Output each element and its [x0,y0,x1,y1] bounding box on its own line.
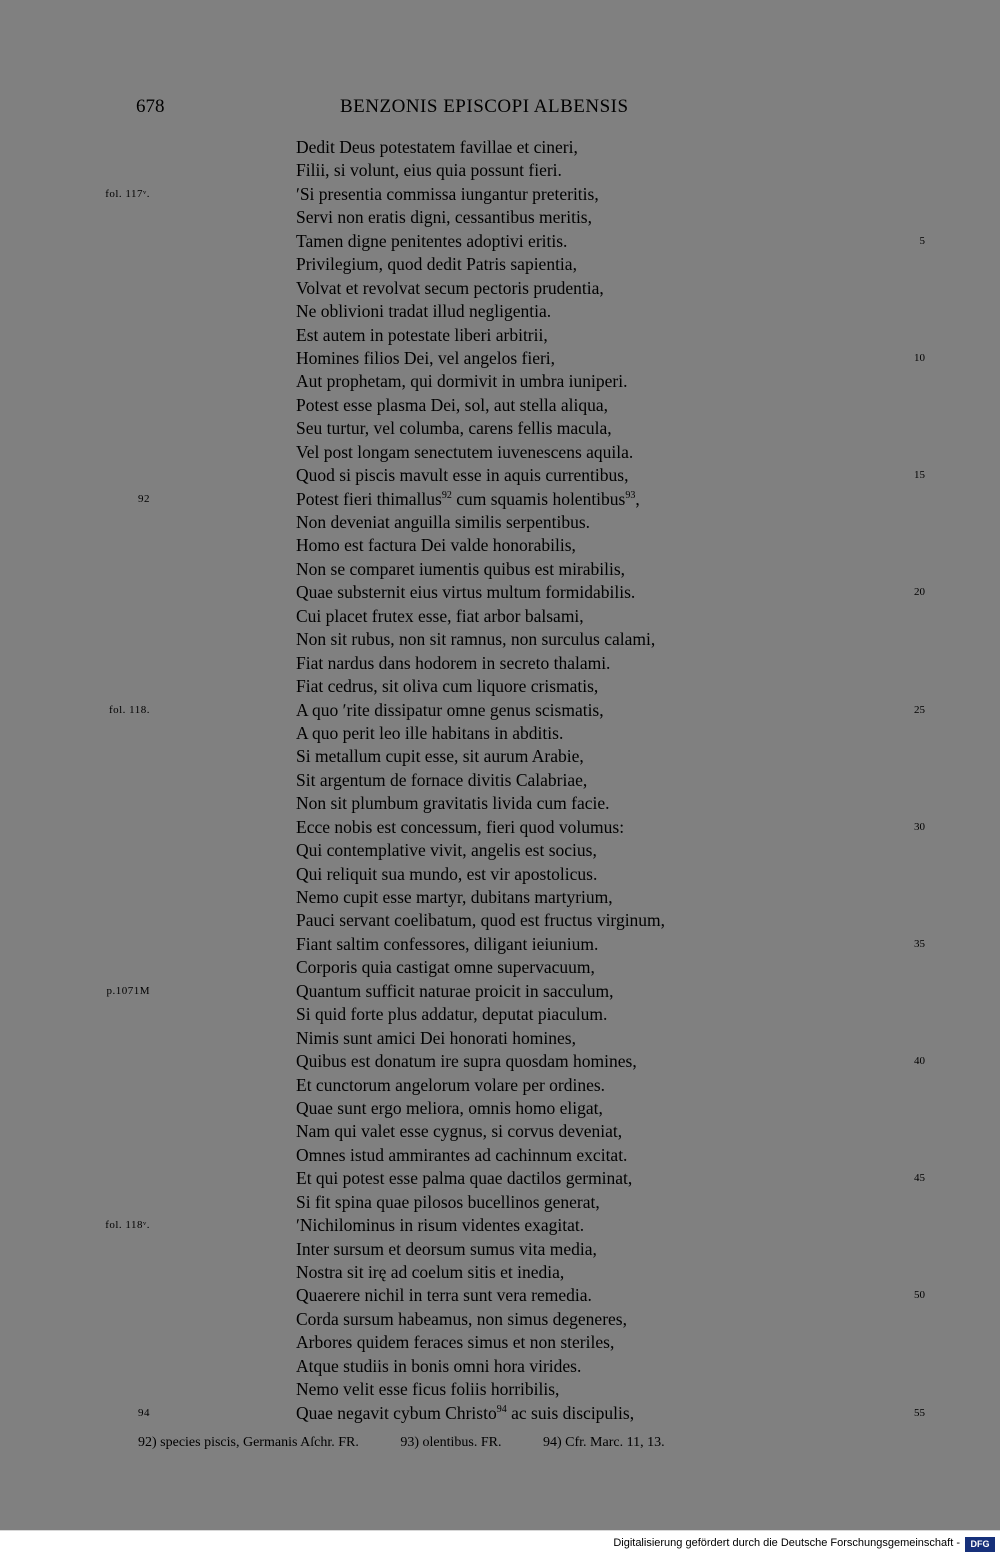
verse-segment: Inter sursum et deorsum sumus vita media, [296,1238,597,1259]
verse-line [0,277,1000,300]
verse-line [0,699,1000,722]
verse-line [0,652,1000,675]
verse-segment: ʹSi presentia commissa iungantur preteritis, [296,183,599,204]
verse-line [0,933,1000,956]
dfg-logo-icon[interactable]: DFG [965,1537,995,1552]
verse-text [296,277,604,300]
verse-text [296,1144,627,1167]
verse-segment: Potest esse plasma Dei, sol, aut stella aliqua, [296,394,609,415]
margin-note: p.1071M [106,984,150,997]
verse-text [296,956,595,979]
verse-segment: Non deveniat anguilla similis serpentibus. [296,512,591,532]
verse-text [296,1402,634,1425]
verse-segment: Nemo cupit esse martyr, dubitans martyrium, [296,887,613,907]
verse-text [296,253,577,276]
verse-segment: Et cunctorum angelorum volare per ordines. [296,1074,606,1095]
verse-segment: Ecce nobis est concessum, fieri quod volumus: [296,816,625,837]
verse-text [296,1167,632,1190]
verse-line [0,605,1000,628]
verse-segment: Nam qui valet esse cygnus, si corvus deveniat, [296,1121,623,1142]
verse-text [296,699,604,722]
verse-line [0,1191,1000,1214]
verse-segment: Dedit Deus potestatem favillae et cineri, [296,137,578,157]
verse-line [0,300,1000,323]
line-number: 5 [919,234,925,247]
verse-text [296,183,599,206]
page-number: 678 [136,96,165,117]
verse-segment: Si metallum cupit esse, sit aurum Arabie, [296,746,584,767]
footnote: 93) olentibus. FR. [400,1435,502,1450]
verse-text [296,370,627,393]
verse-text [296,863,597,886]
verse-segment: Seu turtur, vel columba, carens fellis macula, [296,418,612,439]
verse-line [0,745,1000,768]
verse-text [296,792,609,815]
verse-segment: Homo est factura Dei valde honorabilis, [296,535,576,556]
verse-text [296,464,628,487]
verse-line [0,464,1000,487]
verse-segment: Nostra sit irę ad coelum sitis et inedia, [296,1262,565,1282]
running-head: BENZONIS EPISCOPI ALBENSIS [340,96,629,117]
verse-line [0,863,1000,886]
verse-line [0,1074,1000,1097]
verse-text [296,675,598,698]
verse-segment: Quaerere nichil in terra sunt vera remedia. [296,1285,592,1306]
verse-line [0,1402,1000,1425]
verse-segment: Fiat nardus dans hodorem in secreto thalami. [296,652,611,673]
verse-segment: Fiat cedrus, sit oliva cum liquore crismatis, [296,676,599,697]
verse-text [296,1214,584,1237]
line-number: 50 [914,1289,925,1302]
verse-text [296,1331,614,1354]
verse-segment: Quae sunt ergo meliora, omnis homo eligat, [296,1097,603,1118]
footnote: 92) species piscis, Germanis Aſchr. FR. [138,1435,359,1450]
verse-line [0,488,1000,511]
margin-note: 94 [138,1406,150,1419]
line-number: 35 [914,937,925,950]
verse-text [296,488,640,511]
verse-segment: Servi non eratis digni, cessantibus meritis, [296,207,592,228]
verse-segment: Sit argentum de fornace divitis Calabriae, [296,769,588,790]
verse-line [0,816,1000,839]
verse-text [296,1378,559,1401]
verse-text [296,1027,576,1050]
verse-segment: cum squamis holentibus [451,488,626,509]
verse-line [0,1355,1000,1378]
verse-segment: Quantum sufficit naturae proicit in sacculum, [296,980,614,1001]
line-number: 55 [914,1406,925,1419]
verse-segment: Aut prophetam, qui dormivit in umbra iuniperi. [296,371,628,392]
funding-text: Digitalisierung gefördert durch die Deutsche Forschungsgemeinschaft - [613,1537,960,1549]
verse-text [296,136,578,159]
verse-text [296,558,625,581]
verse-text [296,300,551,323]
verse-segment: Quod si piscis mavult esse in aquis currentibus, [296,465,629,486]
verse-text [296,933,598,956]
line-number: 45 [914,1172,925,1185]
line-number: 30 [914,820,925,833]
verse-segment: Si fit spina quae pilosos bucellinos generat, [296,1191,600,1212]
verse-segment: , [635,488,640,509]
verse-line [0,886,1000,909]
verse-line [0,136,1000,159]
verse-text [296,628,655,651]
margin-note: 92 [138,492,150,505]
verse-segment: A quo perit leo ille habitans in abditis. [296,722,564,743]
verse-line [0,324,1000,347]
verse-text [296,839,597,862]
verse-text [296,1074,605,1097]
verse-segment: Corporis quia castigat omne supervacuum, [296,957,595,978]
line-number: 20 [914,586,925,599]
verse-segment: Filii, si volunt, eius quia possunt fieri. [296,160,562,181]
verse-segment: Si quid forte plus addatur, deputat piaculum. [296,1004,608,1025]
verse-segment: Pauci servant coelibatum, quod est fructus virginum, [296,910,666,931]
verse-text [296,230,567,253]
verse-segment: Ne oblivioni tradat illud negligentia. [296,301,552,322]
verse-text [296,605,584,628]
verse-text [296,652,610,675]
footnote-marker: 93 [625,489,636,501]
verse-text [296,1191,600,1214]
verse-line [0,159,1000,182]
verse-line [0,1050,1000,1073]
verse-line [0,558,1000,581]
verse-text [296,1097,603,1120]
verse-line [0,722,1000,745]
verse-text [296,206,592,229]
verse-text [296,534,576,557]
verse-segment: Nemo velit esse ficus foliis horribilis, [296,1379,560,1400]
verse-line [0,1378,1000,1401]
margin-note: fol. 117ᵛ. [105,187,150,200]
verse-segment: Qui reliquit sua mundo, est vir apostolicus. [296,863,598,884]
verse-line [0,394,1000,417]
verse-line [0,628,1000,651]
verse-line [0,534,1000,557]
verse-line [0,230,1000,253]
verse-text [296,722,563,745]
footnote-marker: 94 [496,1403,507,1415]
verse-line [0,792,1000,815]
verse-text [296,441,633,464]
verse-line [0,370,1000,393]
line-number: 25 [914,703,925,716]
verse-text [296,1003,607,1026]
verse-line [0,1238,1000,1261]
verse-line [0,1284,1000,1307]
footnote: 94) Cfr. Marc. 11, 13. [543,1435,665,1450]
verse-segment: Quae negavit cybum Christo [296,1402,497,1423]
verse-segment: Volvat et revolvat secum pectoris prudentia, [296,277,604,298]
verse-line [0,347,1000,370]
verse-line [0,1167,1000,1190]
verse-segment: Potest fieri thimallus [296,488,442,509]
verse-segment: Vel post longam senectutem iuvenescens aquila. [296,441,634,462]
verse-line [0,1027,1000,1050]
verse-text [296,581,635,604]
verse-line [0,675,1000,698]
poem-text [0,136,1000,1425]
verse-segment: Nimis sunt amici Dei honorati homines, [296,1027,576,1048]
verse-line [0,441,1000,464]
footnotes [138,1435,703,1451]
verse-segment: Non se comparet iumentis quibus est mirabilis, [296,558,626,579]
verse-line [0,1308,1000,1331]
line-number: 10 [914,351,925,364]
verse-segment: Homines filios Dei, vel angelos fieri, [296,347,556,368]
verse-line [0,839,1000,862]
line-number: 40 [914,1055,925,1068]
verse-text [296,1050,637,1073]
verse-segment: Arbores quidem feraces simus et non steriles, [296,1332,615,1353]
verse-text [296,324,548,347]
footnote-marker: 92 [441,489,452,501]
verse-text [296,1355,581,1378]
verse-text [296,1261,564,1284]
verse-line [0,417,1000,440]
verse-text [296,816,624,839]
verse-text [296,417,612,440]
verse-line [0,511,1000,534]
verse-line [0,1003,1000,1026]
verse-segment: Cui placet frutex esse, fiat arbor balsami, [296,605,584,626]
verse-segment: Quibus est donatum ire supra quosdam homines, [296,1051,637,1072]
verse-text [296,745,584,768]
verse-text [296,511,590,534]
verse-segment: Atque studiis in bonis omni hora virides. [296,1355,582,1376]
verse-segment: Non sit rubus, non sit ramnus, non surculus calami, [296,629,656,650]
verse-segment: ʹNichilominus in risum videntes exagitat. [296,1215,585,1236]
verse-line [0,1214,1000,1237]
verse-line [0,1097,1000,1120]
verse-text [296,886,613,909]
verse-text [296,909,665,932]
verse-line [0,909,1000,932]
verse-segment: Privilegium, quod dedit Patris sapientia, [296,254,577,275]
verse-segment: Corda sursum habeamus, non simus degeneres, [296,1308,627,1329]
verse-line [0,980,1000,1003]
verse-line [0,581,1000,604]
margin-note: fol. 118ᵛ. [105,1219,150,1232]
verse-segment: Tamen digne penitentes adoptivi eritis. [296,230,568,251]
verse-segment: A quo ʹrite dissipatur omne genus scismatis, [296,699,604,720]
verse-segment: Est autem in potestate liberi arbitrii, [296,324,548,345]
verse-line [0,956,1000,979]
verse-text [296,980,614,1003]
verse-line [0,253,1000,276]
verse-text [296,1238,597,1261]
verse-text [296,347,555,370]
verse-line [0,1120,1000,1143]
verse-line [0,769,1000,792]
verse-text [296,1308,627,1331]
verse-line [0,1144,1000,1167]
verse-line [0,1331,1000,1354]
verse-text [296,1284,592,1307]
verse-segment: Non sit plumbum gravitatis livida cum facie. [296,793,610,814]
verse-segment: Quae substernit eius virtus multum formidabilis. [296,582,636,603]
verse-text [296,394,608,417]
verse-text [296,769,587,792]
verse-segment: Et qui potest esse palma quae dactilos germinat, [296,1168,633,1189]
funding-bar [0,1530,1000,1557]
verse-line [0,1261,1000,1284]
verse-line [0,183,1000,206]
verse-text [296,1120,622,1143]
line-number: 15 [914,469,925,482]
verse-segment: Omnes istud ammirantes ad cachinnum excitat. [296,1144,628,1165]
verse-line [0,206,1000,229]
verse-segment: ac suis discipulis, [506,1402,635,1423]
margin-note: fol. 118. [108,703,150,716]
verse-segment: Qui contemplative vivit, angelis est socius, [296,840,597,861]
verse-segment: Fiant saltim confessores, diligant ieiunium. [296,933,599,954]
verse-text [296,159,562,182]
